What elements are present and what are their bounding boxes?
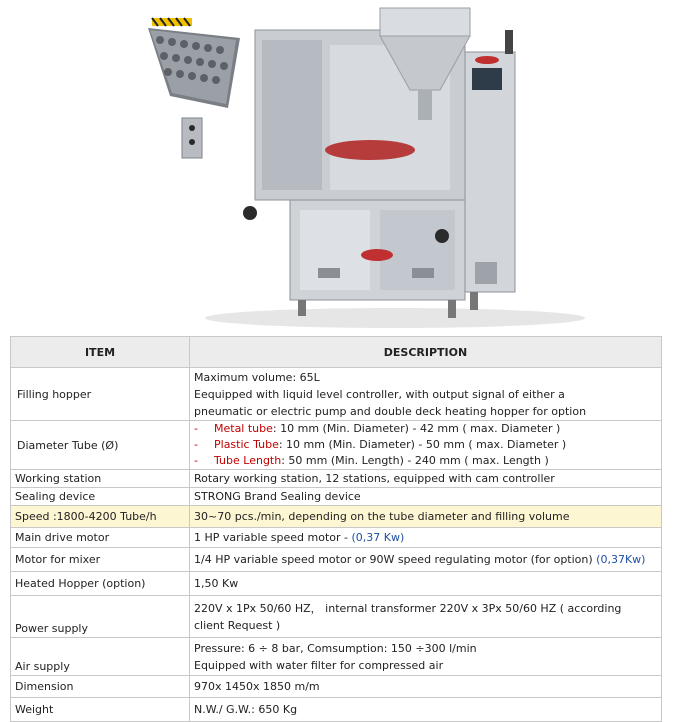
table-row: [11, 368, 662, 421]
row-description: Maximum volume: 65L Eequipped with liquid level controller, with output signal of either a pneumatic or electric pump and double deck heating hopper for option: [190, 368, 662, 421]
specification-table: [10, 336, 662, 722]
row-description: 1,50 Kw: [190, 572, 662, 596]
row-description: 30~70 pcs./min, depending on the tube diameter and filling volume: [190, 506, 662, 528]
row-description: Pressure: 6 ÷ 8 bar, Comsumption: 150 ÷300 l/min Equipped with water filter for compressed air: [190, 638, 662, 676]
row-label: Main drive motor: [11, 528, 190, 548]
table-row-highlighted: [11, 506, 662, 528]
row-label: Filling hopper: [11, 368, 190, 421]
row-description: 1/4 HP variable speed motor or 90W speed regulating motor (for option) (0,37Kw): [190, 548, 662, 572]
row-description: 1 HP variable speed motor - (0,37 Kw): [190, 528, 662, 548]
row-label: Dimension: [11, 676, 190, 698]
row-description: - Metal tube: 10 mm (Min. Diameter) - 42 mm ( max. Diameter ) - Plastic Tube: 10 mm (Min. Diameter) - 50 mm ( max. Diameter ) - Tube Length: 50 mm (Min. Length) - 240 mm ( max. Length ): [190, 421, 662, 470]
row-label: Working station: [11, 470, 190, 488]
row-description: Rotary working station, 12 stations, equipped with cam controller: [190, 470, 662, 488]
table-row: [11, 488, 662, 506]
table-row: [11, 572, 662, 596]
table-row: [11, 676, 662, 698]
table-row: [11, 421, 662, 470]
row-label: Heated Hopper (option): [11, 572, 190, 596]
row-label: Weight: [11, 698, 190, 722]
row-label: Motor for mixer: [11, 548, 190, 572]
row-description: 220V x 1Px 50/60 HZ， internal transformer 220V x 3Px 50/60 HZ ( according client Request ): [190, 596, 662, 638]
table-row: [11, 698, 662, 722]
table-row: [11, 470, 662, 488]
table-row: [11, 596, 662, 638]
row-label: Diameter Tube (Ø): [11, 421, 190, 470]
row-label: Power supply: [11, 596, 190, 638]
row-label: Speed :1800-4200 Tube/h: [11, 506, 190, 528]
table-header-row: [11, 337, 662, 368]
row-label: Sealing device: [11, 488, 190, 506]
row-description: 970x 1450x 1850 m/m: [190, 676, 662, 698]
tube-loader: [148, 18, 240, 108]
item-column-header: ITEM: [11, 337, 190, 368]
table-row: [11, 548, 662, 572]
machine-photo: [0, 0, 680, 335]
row-description: N.W./ G.W.: 650 Kg: [190, 698, 662, 722]
table-row: [11, 638, 662, 676]
description-column-header: DESCRIPTION: [190, 337, 662, 368]
row-label: Air supply: [11, 638, 190, 676]
row-description: STRONG Brand Sealing device: [190, 488, 662, 506]
table-row: [11, 528, 662, 548]
